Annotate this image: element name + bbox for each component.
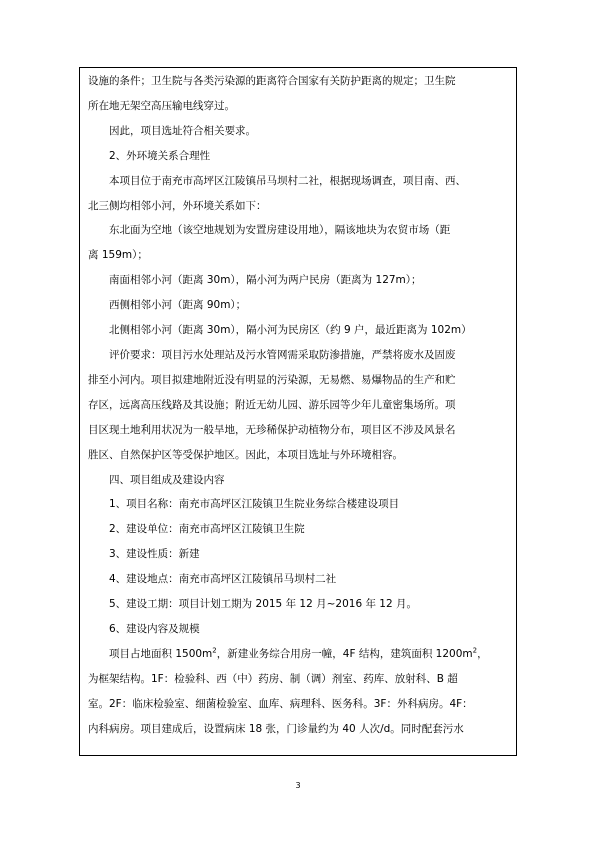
area-line-part1: 项目占地面积 1500m xyxy=(109,647,213,660)
text-line: 本项目位于南充市高坪区江陵镇吊马坝村二社，根据现场调查，项目南、西、 xyxy=(109,174,466,187)
area-line-part2: ，新建业务综合用房一幢，4F 结构，建筑面积 1200m xyxy=(216,647,473,660)
text-line: 东北面为空地（该空地规划为安置房建设用地），隔该地块为农贸市场（距 xyxy=(109,224,451,237)
area-line-part3: ， xyxy=(477,647,488,660)
text-line: 存区，远离高压线路及其设施；附近无幼儿园、游乐园等少年儿童密集场所。项 xyxy=(88,398,456,411)
text-line: 5、建设工期：项目计划工期为 2015 年 12 月~2016 年 12 月。 xyxy=(109,598,418,611)
text-line: 四、项目组成及建设内容 xyxy=(109,473,225,486)
text-line: 北三侧均相邻小河，外环境关系如下： xyxy=(88,199,267,212)
text-line: 3、建设性质：新建 xyxy=(109,548,200,561)
text-line: 为框架结构。1F：检验科、西（中）药房、制（调）剂室、药库、放射科、B 超 xyxy=(88,672,458,685)
text-line: 评价要求：项目污水处理站及污水管网需采取防渗措施，严禁将废水及固废 xyxy=(109,348,456,361)
text-line: 南面相邻小河（距离 30m），隔小河为两户民房（距离为 127m）； xyxy=(109,274,422,287)
text-line: 设施的条件；卫生院与各类污染源的距离符合国家有关防护距离的规定；卫生院 xyxy=(88,75,456,87)
document-body xyxy=(88,69,512,741)
text-line: 2、外环境关系合理性 xyxy=(109,149,211,162)
text-line: 室。2F：临床检验室、细菌检验室、血库、病理科、医务科。3F：外科病房。4F： xyxy=(88,697,473,710)
text-line: 排至小河内。项目拟建地附近没有明显的污染源，无易燃、易爆物品的生产和贮 xyxy=(88,373,456,386)
area-line-sup2: 2 xyxy=(472,646,478,655)
text-line: 目区现土地利用状况为一般旱地，无珍稀保护动植物分布，项目区不涉及风景名 xyxy=(88,423,456,436)
text-line: 西侧相邻小河（距离 90m）； xyxy=(109,299,247,312)
text-line: 2、建设单位：南充市高坪区江陵镇卫生院 xyxy=(109,523,305,536)
text-line: 内科病房。项目建成后，设置病床 18 张，门诊量约为 40 人次/d。同时配套污水 xyxy=(88,722,464,735)
text-line: 4、建设地点：南充市高坪区江陵镇吊马坝村二社 xyxy=(109,573,337,586)
page-number: 3 xyxy=(295,781,301,790)
text-line: 因此，项目选址符合相关要求。 xyxy=(109,124,256,137)
text-line: 胜区、自然保护区等受保护地区。因此，本项目选址与外环境相容。 xyxy=(88,448,403,461)
text-line: 1、项目名称：南充市高坪区江陵镇卫生院业务综合楼建设项目 xyxy=(109,498,400,511)
area-line-sup1: 2 xyxy=(212,646,217,655)
text-line-area xyxy=(88,642,512,667)
text-line: 所在地无架空高压输电线穿过。 xyxy=(88,99,235,112)
text-line: 离 159m）； xyxy=(88,249,148,262)
text-line: 北侧相邻小河（距离 30m），隔小河为民房区（约 9 户，最近距离为 102m） xyxy=(109,324,472,337)
text-line: 6、建设内容及规模 xyxy=(109,622,200,635)
